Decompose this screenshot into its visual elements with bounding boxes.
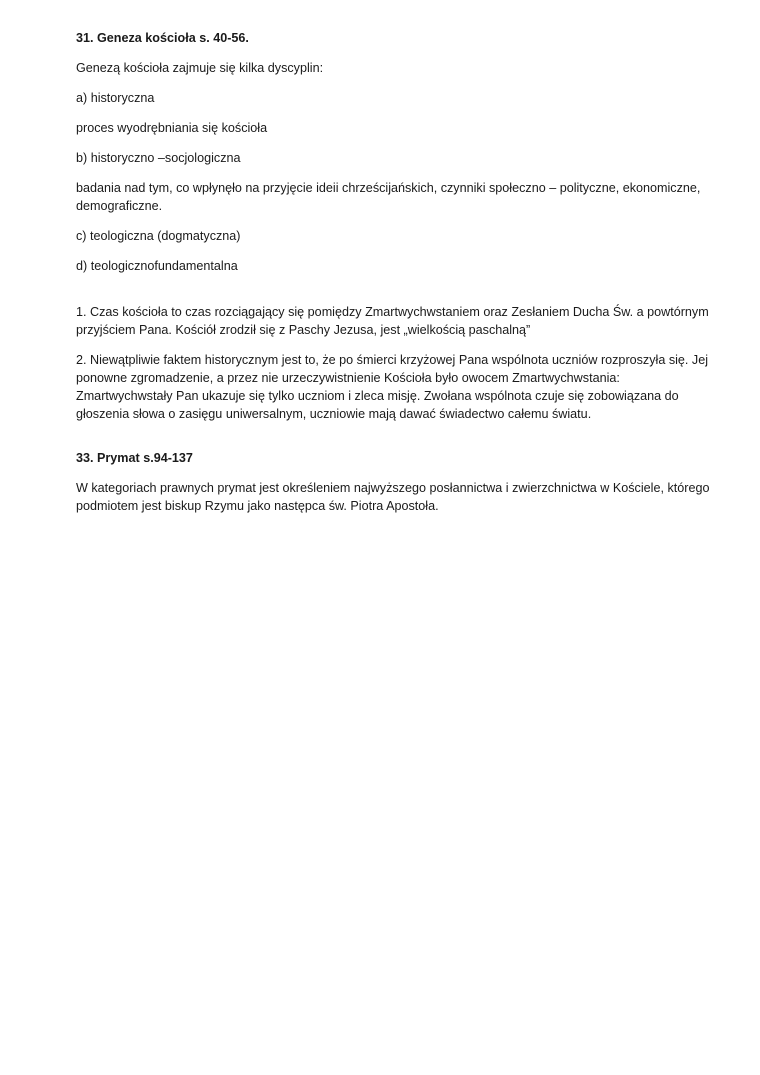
section-33-body: W kategoriach prawnych prymat jest określeniem najwyższego posłannictwa i zwierzchnictwa w Kościele, którego podmiotem jest biskup Rzymu jako następca św. Piotra Apostoła. bbox=[76, 481, 710, 513]
list-item-b-description: badania nad tym, co wpłynęło na przyjęcie ideii chrześcijańskich, czynniki społeczno – polityczne, ekonomiczne, demograficzne. bbox=[76, 181, 701, 213]
numbered-point-2: 2. Niewątpliwie faktem historycznym jest to, że po śmierci krzyżowej Pana wspólnota uczniów rozproszyła się. Jej ponowne zgromadzenie, a przez nie urzeczywistnienie Kościoła było owocem Zmartwychwstania: Zmartwychwstały Pan ukazuje się tylko uczniom i zleca misję. Zwołana wspólnota czuje się zobowiązana do głoszenia słowa o zasięgu uniwersalnym, uczniowie mają dawać świadectwo całemu światu. bbox=[76, 353, 709, 421]
list-item-c: c) teologiczna (dogmatyczna) bbox=[76, 229, 241, 243]
list-item-b: b) historyczno –socjologiczna bbox=[76, 151, 241, 165]
list-item-a-description: proces wyodrębniania się kościoła bbox=[76, 121, 268, 135]
numbered-point-1: 1. Czas kościoła to czas rozciągający się pomiędzy Zmartwychwstaniem oraz Zesłaniem Ducha Św. a powtórnym przyjściem Pana. Kościół zrodził się z Paschy Jezusa, jest „wielkością paschalną” bbox=[76, 305, 709, 337]
list-item-d: d) teologicznofundamentalna bbox=[76, 259, 238, 273]
section-31-intro: Genezą kościoła zajmuje się kilka dyscyplin: bbox=[76, 61, 324, 75]
document-content bbox=[76, 29, 716, 527]
section-31-heading: 31. Geneza kościoła s. 40-56. bbox=[76, 31, 249, 45]
section-33-heading: 33. Prymat s.94-137 bbox=[76, 451, 193, 465]
list-item-a: a) historyczna bbox=[76, 91, 155, 105]
